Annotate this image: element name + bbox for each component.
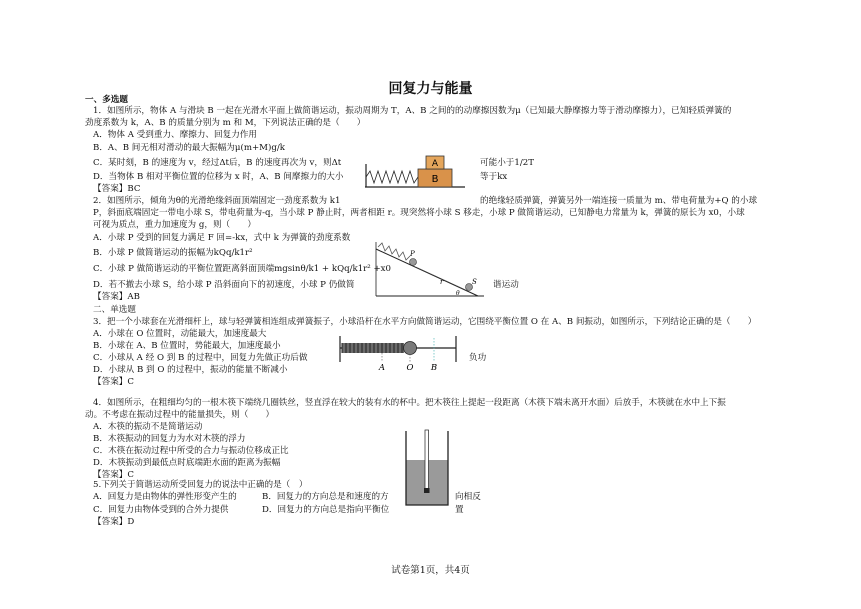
q2-stem: 2．如图所示，倾角为θ的光滑绝缘斜面顶端固定一劲度系数为 k1 — [93, 196, 341, 206]
q4-stem-cont: 动。不考虑在振动过程中的能量损失，则（ ） — [85, 410, 275, 420]
q4-option-b: B．木筷振动的回复力为水对木筷的浮力 — [93, 434, 246, 444]
q1-option-b: B．A、B 间无相对滑动的最大振幅为μ(m+M)g/k — [93, 143, 285, 153]
q5-option-a: A．回复力是由物体的弹性形变产生的 — [93, 492, 237, 502]
block-a-label: A — [431, 159, 439, 169]
q1-stem: 1．如图所示，物体 A 与滑块 B 一起在光滑水平面上做简谐运动，振动周期为 T，A、B 之间的的动摩擦因数为μ（已知最大静摩擦力等于滑动摩擦力），已知轻质弹簧的 — [93, 106, 732, 116]
q5-stem: 5.下列关于简谐运动所受回复力的说法中正确的是（ ） — [93, 480, 308, 490]
q5-answer: 【答案】D — [93, 517, 135, 527]
point-o-label: O — [406, 363, 414, 373]
q2-option-b: B．小球 P 做简谐运动的振幅为kQq/k1r² — [93, 248, 253, 258]
figure1-spring — [366, 171, 418, 183]
figure-horizontal-oscillator — [330, 332, 460, 372]
q3-option-a: A．小球在 O 位置时，动能最大，加速度最大 — [93, 329, 267, 339]
q3-stem: 3．把一个小球套在光滑细杆上，球与轻弹簧相连组成弹簧振子，小球沿杆在水平方向做简谐运动，它围绕平衡位置 O 在 A、B 间振动，如图所示，下列结论正确的是（ ） — [93, 317, 757, 327]
q2-option-a: A．小球 P 受到的回复力满足 F 回=-kx，式中 k 为弹簧的劲度系数 — [93, 233, 351, 243]
page-footer: 试卷第1页，共4页 — [391, 565, 470, 576]
q3-answer: 【答案】C — [93, 377, 134, 387]
figure4-wire — [424, 488, 430, 493]
q5-option-b-end: 向相反 — [455, 492, 481, 502]
q2-option-c: C．小球 P 做简谐运动的平衡位置距离斜面顶端mgsinθ/k1 + kQq/k1r² +x0 — [93, 264, 391, 274]
q2-answer: 【答案】AB — [93, 292, 140, 302]
q2-option-d-end: 谐运动 — [493, 280, 519, 290]
angle-label: θ — [456, 290, 460, 297]
section-heading-multi: 一、多选题 — [85, 95, 128, 105]
figure3-ball — [404, 342, 417, 355]
ball-p — [410, 259, 417, 266]
block-b-label: B — [431, 174, 439, 185]
ball-s-label: S — [472, 278, 477, 286]
q5-option-b: B．回复力的方向总是和速度的方 — [262, 492, 389, 502]
section-heading-single: 二、单选题 — [93, 305, 136, 315]
figure4-chopstick — [425, 430, 429, 492]
q4-option-d: D．木筷振动到最低点时底端距水面的距离为振幅 — [93, 458, 281, 468]
point-b-label: B — [430, 363, 438, 373]
figure-spring-blocks — [360, 150, 470, 192]
q1-answer: 【答案】BC — [93, 184, 141, 194]
q2-stem-cont: P，斜面底端固定一带电小球 S，带电荷量为-q，当小球 P 静止时，两者相距 r。现突然将小球 S 移走，小球 P 做简谐运动，已知静电力常量为 k，弹簧的原长为 x0，小球 — [93, 208, 745, 218]
q4-stem: 4．如图所示，在粗细均匀的一根木筷下端绕几圈铁丝，竖直浮在较大的装有水的杯中。把木筷往上提起一段距离（木筷下端未离开水面）后放手，木筷就在水中上下振 — [93, 398, 726, 408]
q1-option-d-end: 等于kx — [480, 172, 508, 182]
q4-answer: 【答案】C — [93, 470, 134, 480]
figure2-slope — [376, 249, 478, 296]
distance-label: r — [440, 278, 444, 286]
q1-stem-cont: 劲度系数为 k，A、B 的质量分别为 m 和 M，下列说法正确的是（ ） — [85, 118, 366, 128]
q2-option-d: D．若不撤去小球 S，给小球 P 沿斜面向下的初速度，小球 P 仍做简 — [93, 280, 355, 290]
figure3-spring — [342, 343, 404, 353]
q1-option-a: A．物体 A 受到重力、摩擦力、回复力作用 — [93, 130, 257, 140]
figure-incline — [370, 240, 490, 300]
q5-option-c: C．回复力由物体受到的合外力提供 — [93, 505, 229, 515]
ball-p-label: P — [410, 250, 415, 258]
q4-option-c: C．木筷在振动过程中所受的合力与振动位移成正比 — [93, 446, 289, 456]
q3-option-c-end: 负功 — [469, 353, 487, 363]
page-title: 回复力与能量 — [388, 81, 473, 97]
q3-option-c: C．小球从 A 经 O 到 B 的过程中，回复力先做正功后做 — [93, 353, 308, 363]
q2-stem-cont2: 可视为质点，重力加速度为 g，则（ ） — [93, 220, 256, 230]
figure-cup-chopstick — [402, 428, 452, 508]
q2-stem-end: 的绝缘轻质弹簧，弹簧另外一端连接一质量为 m、带电荷量为+Q 的小球 — [480, 196, 758, 206]
q5-option-d-end: 置 — [455, 505, 464, 515]
q3-option-d: D．小球从 B 到 O 的过程中，振动的能量不断减小 — [93, 365, 288, 375]
q3-option-b: B．小球在 A、B 位置时，势能最大，加速度最小 — [93, 341, 281, 351]
q4-option-a: A．木筷的振动不是简谐运动 — [93, 422, 203, 432]
q1-option-c-end: 可能小于1/2T — [480, 158, 534, 168]
q1-option-d: D．当物体 B 相对平衡位置的位移为 x 时，A、B 间摩擦力的大小 — [93, 172, 344, 182]
point-a-label: A — [378, 363, 386, 373]
q1-option-c: C．某时刻，B 的速度为 v，经过Δt后，B 的速度再次为 v，则Δt — [93, 158, 342, 168]
q5-option-d: D．回复力的方向总是指向平衡位 — [262, 505, 390, 515]
